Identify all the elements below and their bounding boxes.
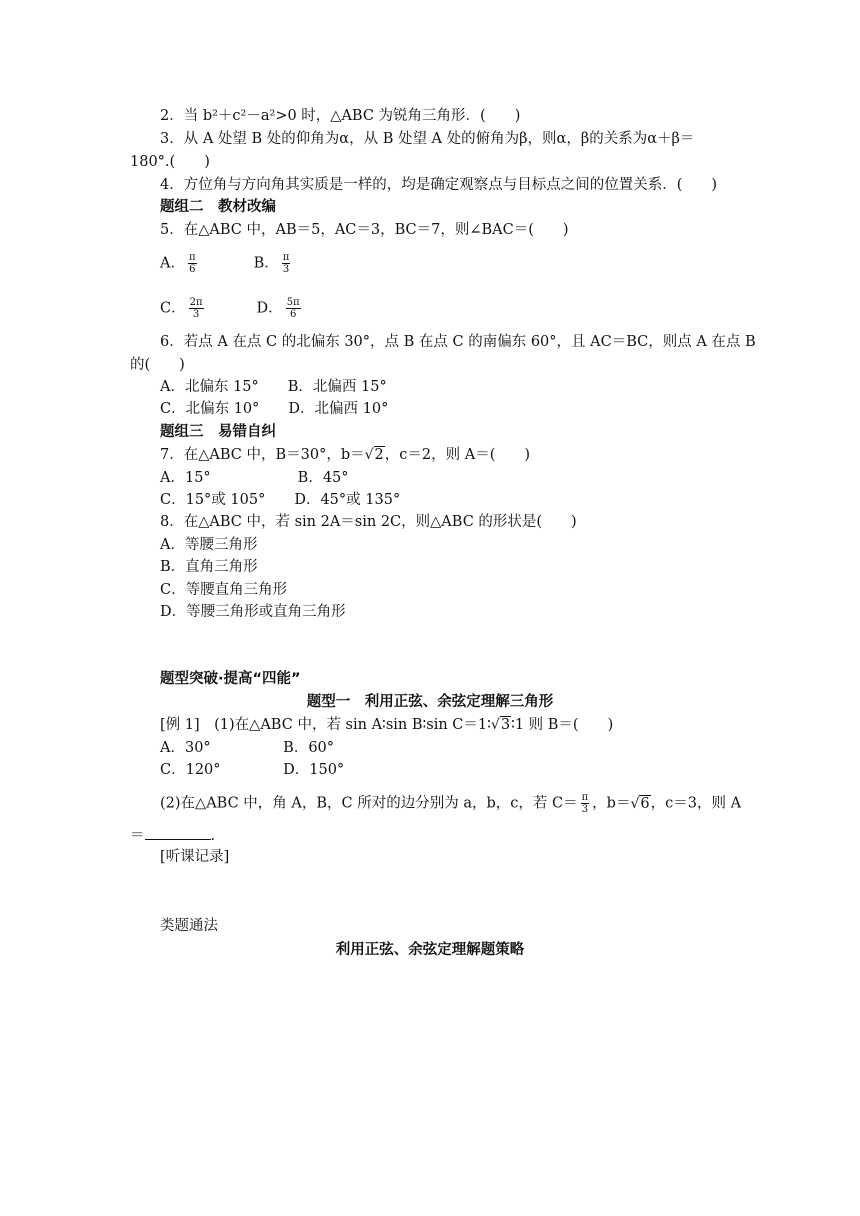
sqrt-symbol: √6 bbox=[630, 795, 650, 812]
question-6-line-2: 的( ) bbox=[130, 357, 185, 373]
question-8-option-b: B．直角三角形 bbox=[160, 559, 258, 575]
example-1-options-cd: C．120° D．150° bbox=[160, 762, 345, 778]
question-5-options-ab bbox=[160, 252, 293, 275]
question-3-line-2: 180°.( ) bbox=[130, 154, 210, 170]
sqrt-symbol: √2 bbox=[364, 447, 384, 463]
option-a-fraction: $\frac{\pi}{6}$ bbox=[188, 252, 196, 275]
option-d-fraction: $\frac{5\pi}{6}$ bbox=[286, 297, 300, 320]
type-1-heading: 题型一 利用正弦、余弦定理解三角形 bbox=[306, 694, 554, 710]
question-4: 4．方位角与方向角其实质是一样的，均是确定观察点与目标点之间的位置关系．( ) bbox=[160, 177, 718, 193]
sqrt-symbol: √3 bbox=[490, 717, 511, 733]
question-6-options-cd: C．北偏东 10° D．北偏西 10° bbox=[160, 401, 389, 417]
method-heading: 类题通法 bbox=[160, 918, 218, 934]
question-7-options-ab: A．15° B．45° bbox=[160, 470, 349, 486]
question-8: 8．在△ABC 中，若 sin 2A＝sin 2C，则△ABC 的形状是( ) bbox=[160, 514, 577, 530]
question-7-options-cd: C．15°或 105° D．45°或 135° bbox=[160, 492, 401, 508]
question-2: 2．当 b²＋c²－a²>0 时，△ABC 为锐角三角形．( ) bbox=[160, 108, 521, 124]
example-1-options-ab: A．30° B．60° bbox=[160, 740, 335, 756]
strategy-heading: 利用正弦、余弦定理解题策略 bbox=[335, 942, 525, 958]
answer-blank bbox=[145, 825, 211, 840]
option-b-fraction: $\frac{\pi}{3}$ bbox=[282, 252, 290, 275]
group-2-heading: 题组二 教材改编 bbox=[160, 199, 276, 215]
option-c-fraction: $\frac{2\pi}{3}$ bbox=[189, 297, 203, 320]
option-a-label: A． bbox=[160, 255, 185, 272]
question-8-option-a: A．等腰三角形 bbox=[160, 537, 258, 553]
option-c-label: C． bbox=[160, 300, 186, 317]
question-8-option-c: C．等腰直角三角形 bbox=[160, 582, 288, 598]
question-8-option-d: D．等腰三角形或直角三角形 bbox=[160, 604, 346, 620]
lecture-notes-label: [听课记录] bbox=[160, 849, 230, 865]
question-7: 7．在△ABC 中，B＝30°，b＝√2，c＝2，则 A＝( ) bbox=[160, 447, 531, 463]
pi-over-3-fraction: $\frac{\pi}{3}$ bbox=[581, 792, 589, 815]
example-1-part-2: (2)在△ABC 中，角 A，B，C 所对的边分别为 a，b，c，若 C＝ $\frac{\pi}{3}$ ，b＝√6，c＝3，则 A bbox=[160, 792, 742, 815]
section-heading: 题型突破·提高“四能” bbox=[160, 671, 301, 687]
question-6-options-ab: A．北偏东 15° B．北偏西 15° bbox=[160, 379, 387, 395]
option-d-label: D． bbox=[256, 300, 283, 317]
example-1-part-1: [例 1] (1)在△ABC 中，若 sin A∶sin B∶sin C＝1∶√3∶1 则 B＝( ) bbox=[160, 717, 614, 733]
group-3-heading: 题组三 易错自纠 bbox=[160, 424, 276, 440]
question-5-options-cd bbox=[160, 297, 304, 320]
example-1-part-2-answer-line: ＝ . bbox=[130, 825, 215, 845]
question-5: 5．在△ABC 中，AB＝5，AC＝3，BC＝7，则∠BAC＝( ) bbox=[160, 222, 569, 238]
question-6-line-1: 6．若点 A 在点 C 的北偏东 30°，点 B 在点 C 的南偏东 60°，且 AC＝BC，则点 A 在点 B bbox=[160, 334, 756, 350]
option-b-label: B． bbox=[253, 255, 279, 272]
question-3-line-1: 3．从 A 处望 B 处的仰角为α，从 B 处望 A 处的俯角为β，则α，β的关系为α＋β＝ bbox=[160, 131, 695, 147]
